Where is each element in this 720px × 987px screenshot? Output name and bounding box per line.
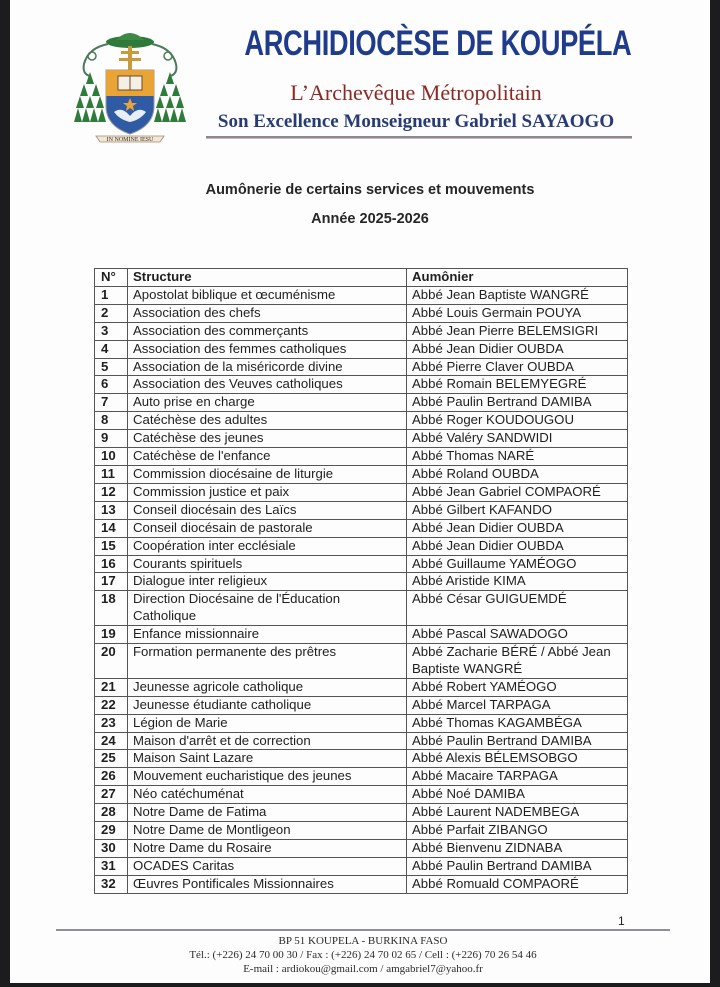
footer-divider xyxy=(56,929,670,931)
row-structure: Catéchèse des adultes xyxy=(128,412,407,430)
row-number: 30 xyxy=(95,840,128,858)
row-structure: Légion de Marie xyxy=(128,714,407,732)
footer-emails: E-mail : ardiokou@gmail.com / amgabriel7@yahoo.fr xyxy=(243,963,483,975)
row-chaplain: Abbé Jean Baptiste WANGRÉ xyxy=(407,286,628,304)
row-chaplain: Abbé Macaire TARPAGA xyxy=(407,768,628,786)
table-row xyxy=(95,322,628,340)
row-structure: Association des Veuves catholiques xyxy=(128,376,407,394)
row-structure: Association de la miséricorde divine xyxy=(128,358,407,376)
row-number: 3 xyxy=(95,322,128,340)
row-number: 1 xyxy=(95,286,128,304)
row-chaplain: Abbé Marcel TARPAGA xyxy=(407,696,628,714)
table-row xyxy=(95,573,628,591)
row-number: 18 xyxy=(95,591,128,626)
row-structure: Maison Saint Lazare xyxy=(128,750,407,768)
table-row xyxy=(95,376,628,394)
footer-address: BP 51 KOUPELA - BURKINA FASO xyxy=(278,935,448,947)
row-number: 10 xyxy=(95,448,128,466)
table-row xyxy=(95,768,628,786)
column-header-structure: Structure xyxy=(128,269,407,287)
row-structure: Dialogue inter religieux xyxy=(128,573,407,591)
table-row xyxy=(95,696,628,714)
footer-phones: Tél.: (+226) 24 70 00 30 / Fax : (+226) 24 70 02 65 / Cell : (+226) 70 26 54 46 xyxy=(189,949,537,961)
row-chaplain: Abbé Roland OUBDA xyxy=(407,465,628,483)
row-structure: Courants spirituels xyxy=(128,555,407,573)
table-row xyxy=(95,750,628,768)
row-number: 9 xyxy=(95,430,128,448)
table-row xyxy=(95,483,628,501)
page-number: 1 xyxy=(618,914,625,928)
table-header-row xyxy=(95,269,628,287)
table-row xyxy=(95,591,628,626)
table-row xyxy=(95,644,628,679)
row-number: 8 xyxy=(95,412,128,430)
table-row xyxy=(95,501,628,519)
column-header-number: N° xyxy=(95,269,128,287)
row-chaplain: Abbé Bienvenu ZIDNABA xyxy=(407,840,628,858)
table-row xyxy=(95,626,628,644)
table-row xyxy=(95,714,628,732)
row-chaplain: Abbé Louis Germain POUYA xyxy=(407,304,628,322)
row-structure: Jeunesse étudiante catholique xyxy=(128,696,407,714)
row-number: 7 xyxy=(95,394,128,412)
row-structure: Notre Dame de Fatima xyxy=(128,804,407,822)
row-structure: Apostolat biblique et œcuménisme xyxy=(128,286,407,304)
table-row xyxy=(95,822,628,840)
row-number: 11 xyxy=(95,465,128,483)
row-structure: Direction Diocésaine de l'Éducation Catholique xyxy=(128,591,407,626)
row-structure: Notre Dame de Montligeon xyxy=(128,822,407,840)
row-chaplain: Abbé Jean Didier OUBDA xyxy=(407,537,628,555)
row-number: 20 xyxy=(95,644,128,679)
row-structure: Notre Dame du Rosaire xyxy=(128,840,407,858)
table-row xyxy=(95,412,628,430)
row-chaplain: Abbé Paulin Bertrand DAMIBA xyxy=(407,732,628,750)
row-number: 2 xyxy=(95,304,128,322)
row-number: 19 xyxy=(95,626,128,644)
row-chaplain: Abbé Aristide KIMA xyxy=(407,573,628,591)
row-structure: Commission justice et paix xyxy=(128,483,407,501)
row-number: 23 xyxy=(95,714,128,732)
row-structure: OCADES Caritas xyxy=(128,857,407,875)
row-chaplain: Abbé Roger KOUDOUGOU xyxy=(407,412,628,430)
table-row xyxy=(95,519,628,537)
row-structure: Enfance missionnaire xyxy=(128,626,407,644)
row-number: 13 xyxy=(95,501,128,519)
row-structure: Mouvement eucharistique des jeunes xyxy=(128,768,407,786)
row-structure: Catéchèse des jeunes xyxy=(128,430,407,448)
row-number: 27 xyxy=(95,786,128,804)
row-structure: Jeunesse agricole catholique xyxy=(128,678,407,696)
row-number: 17 xyxy=(95,573,128,591)
row-chaplain: Abbé Gilbert KAFANDO xyxy=(407,501,628,519)
document-page xyxy=(10,0,710,983)
document-heading: Aumônerie de certains services et mouvements xyxy=(205,182,535,198)
row-chaplain: Abbé Parfait ZIBANGO xyxy=(407,822,628,840)
row-structure: Conseil diocésain de pastorale xyxy=(128,519,407,537)
row-chaplain: Abbé Valéry SANDWIDI xyxy=(407,430,628,448)
row-chaplain: Abbé Jean Didier OUBDA xyxy=(407,519,628,537)
row-number: 21 xyxy=(95,678,128,696)
row-chaplain: Abbé Romain BELEMYEGRÉ xyxy=(407,376,628,394)
row-structure: Association des femmes catholiques xyxy=(128,340,407,358)
archbishop-subtitle: L’Archevêque Métropolitain xyxy=(290,80,542,105)
row-chaplain: Abbé Pascal SAWADOGO xyxy=(407,626,628,644)
row-chaplain: Abbé Paulin Bertrand DAMIBA xyxy=(407,394,628,412)
tassels-left-icon xyxy=(74,72,106,122)
table-row xyxy=(95,804,628,822)
row-chaplain: Abbé Thomas KAGAMBÉGA xyxy=(407,714,628,732)
row-chaplain: Abbé Paulin Bertrand DAMIBA xyxy=(407,857,628,875)
crest-motto: IN NOMINE IESU xyxy=(106,137,154,143)
row-structure: Association des chefs xyxy=(128,304,407,322)
row-chaplain: Abbé Laurent NADEMBEGA xyxy=(407,804,628,822)
row-number: 32 xyxy=(95,875,128,893)
archdiocese-title: ARCHIDIOCÈSE DE KOUPÉLA xyxy=(244,24,632,63)
row-number: 5 xyxy=(95,358,128,376)
table-row xyxy=(95,875,628,893)
row-number: 12 xyxy=(95,483,128,501)
table-row xyxy=(95,840,628,858)
table-row xyxy=(95,678,628,696)
row-structure: Association des commerçants xyxy=(128,322,407,340)
column-header-chaplain: Aumônier xyxy=(407,269,628,287)
row-structure: Œuvres Pontificales Missionnaires xyxy=(128,875,407,893)
row-number: 26 xyxy=(95,768,128,786)
table-row xyxy=(95,555,628,573)
row-number: 16 xyxy=(95,555,128,573)
row-chaplain: Abbé Romuald COMPAORÉ xyxy=(407,875,628,893)
row-chaplain: Abbé César GUIGUEMDÉ xyxy=(407,591,628,626)
table-row xyxy=(95,786,628,804)
table-row xyxy=(95,286,628,304)
table-row xyxy=(95,394,628,412)
row-chaplain: Abbé Jean Pierre BELEMSIGRI xyxy=(407,322,628,340)
tassels-right-icon xyxy=(154,72,186,122)
row-number: 6 xyxy=(95,376,128,394)
row-chaplain: Abbé Thomas NARÉ xyxy=(407,448,628,466)
table-row xyxy=(95,448,628,466)
row-structure: Formation permanente des prêtres xyxy=(128,644,407,679)
row-chaplain: Abbé Jean Didier OUBDA xyxy=(407,340,628,358)
row-chaplain: Abbé Jean Gabriel COMPAORÉ xyxy=(407,483,628,501)
table-row xyxy=(95,732,628,750)
row-number: 24 xyxy=(95,732,128,750)
table-body xyxy=(95,286,628,893)
row-structure: Auto prise en charge xyxy=(128,394,407,412)
row-number: 22 xyxy=(95,696,128,714)
document-year: Année 2025-2026 xyxy=(311,211,429,227)
table-row xyxy=(95,340,628,358)
table-row xyxy=(95,537,628,555)
row-number: 25 xyxy=(95,750,128,768)
row-structure: Néo catéchuménat xyxy=(128,786,407,804)
row-structure: Conseil diocésain des Laïcs xyxy=(128,501,407,519)
table-row xyxy=(95,304,628,322)
row-chaplain: Abbé Alexis BÉLEMSOBGO xyxy=(407,750,628,768)
row-chaplain: Abbé Guillaume YAMÉOGO xyxy=(407,555,628,573)
row-chaplain: Abbé Zacharie BÉRÉ / Abbé Jean Baptiste WANGRÉ xyxy=(407,644,628,679)
archbishop-name: Son Excellence Monseigneur Gabriel SAYAOGO xyxy=(217,111,615,132)
row-structure: Coopération inter ecclésiale xyxy=(128,537,407,555)
row-structure: Maison d'arrêt et de correction xyxy=(128,732,407,750)
row-chaplain: Abbé Robert YAMÉOGO xyxy=(407,678,628,696)
coat-of-arms-logo xyxy=(74,26,186,148)
row-structure: Commission diocésaine de liturgie xyxy=(128,465,407,483)
row-number: 14 xyxy=(95,519,128,537)
row-number: 4 xyxy=(95,340,128,358)
table-row xyxy=(95,358,628,376)
row-number: 29 xyxy=(95,822,128,840)
row-structure: Catéchèse de l'enfance xyxy=(128,448,407,466)
table-row xyxy=(95,430,628,448)
row-chaplain: Abbé Noé DAMIBA xyxy=(407,786,628,804)
header-divider xyxy=(206,136,632,139)
table-row xyxy=(95,465,628,483)
table-row xyxy=(95,857,628,875)
chaplaincy-table xyxy=(94,268,628,894)
row-number: 15 xyxy=(95,537,128,555)
row-number: 28 xyxy=(95,804,128,822)
row-chaplain: Abbé Pierre Claver OUBDA xyxy=(407,358,628,376)
row-number: 31 xyxy=(95,857,128,875)
